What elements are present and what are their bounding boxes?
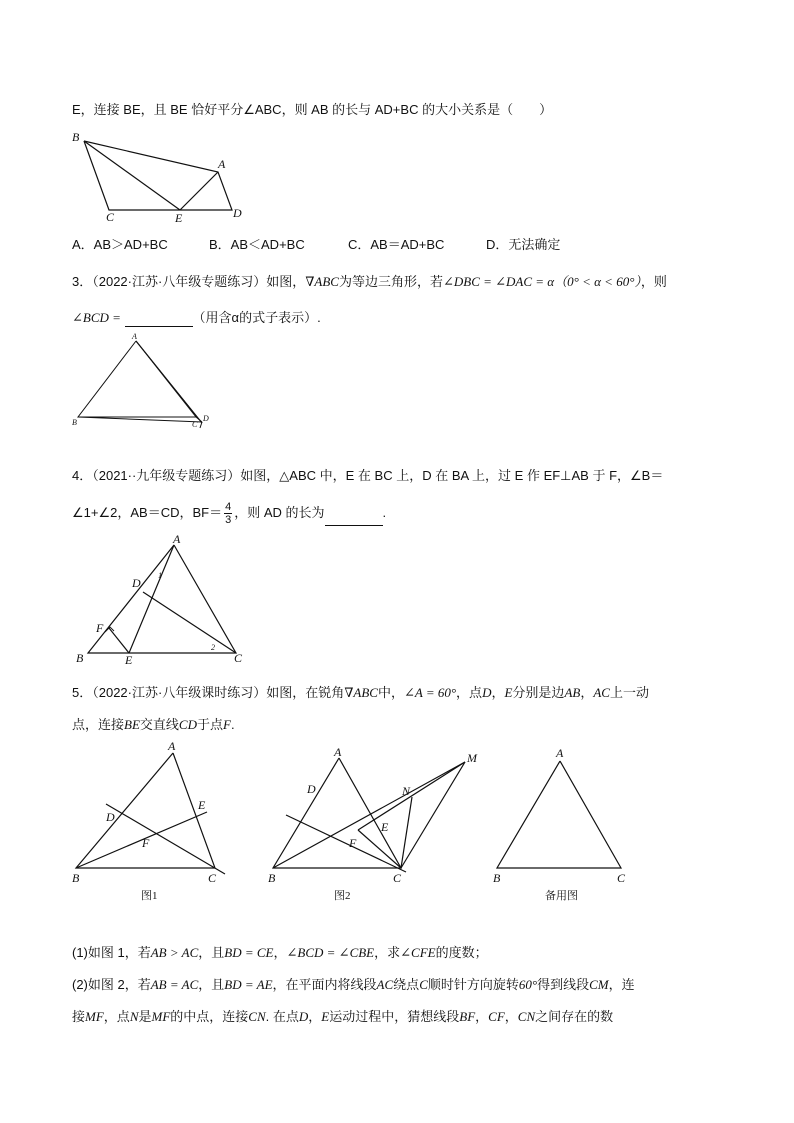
q5-triangle: ∇ABC — [344, 685, 378, 700]
q5-side-ab: AB — [564, 685, 581, 700]
q5-f3-label-c: C — [617, 871, 626, 885]
q5-sub2-g: ，点 — [103, 1009, 130, 1024]
q4-label-d: D — [132, 576, 141, 590]
q3-label-b: B — [72, 418, 77, 427]
q5-sub2-l2a: 接 — [72, 1009, 86, 1024]
q5-sub2-h: 是 — [138, 1009, 152, 1024]
q5-point-d: D — [482, 685, 492, 700]
q5-sub2-c9: MF — [151, 1009, 171, 1024]
q5-f2-label-c: C — [393, 871, 402, 885]
q4-label-a: A — [173, 532, 181, 546]
q5-angle: ∠A = 60° — [403, 685, 457, 700]
q5-text-b: ， — [491, 685, 505, 700]
q5-sub2-c14: CF — [488, 1009, 505, 1024]
q5-f2-label-f: F — [349, 836, 357, 850]
q5-sub1-b: ， — [273, 945, 287, 960]
q5-sub2-f: ，连 — [608, 977, 635, 992]
q5-sub2-m: ， — [475, 1009, 489, 1024]
q5-sub1-end: 的度数； — [435, 945, 488, 960]
q3-label-a: A — [132, 332, 137, 341]
q5-sub1-prefix: (1)如图 1，若 — [72, 945, 151, 960]
q5-sub1-c1: AB > AC — [150, 945, 199, 960]
q2-stem: E，连接 BE，且 BE 恰好平分∠ABC，则 AB 的长与 AD+BC 的大小关系是（ ） — [72, 102, 553, 117]
q5-f2-label-e: E — [381, 820, 389, 834]
q4-end: . — [382, 505, 387, 520]
q3-end: ，则 — [640, 274, 667, 289]
q5-l2-a: 点，连接 — [72, 717, 125, 732]
q5-l2-c: 于点 — [196, 717, 223, 732]
q5-sub2-c13: BF — [459, 1009, 476, 1024]
q3-mid: 为等边三角形，若 — [338, 274, 443, 289]
q5-sub2-line2 — [72, 1008, 613, 1026]
q2-option-d: D．无法确定 — [486, 237, 561, 252]
q5-f1-label-d: D — [106, 810, 115, 824]
q4-frac-den: 3 — [225, 514, 232, 527]
q5-sub2-a: ，且 — [198, 977, 225, 992]
q4-text-b: ，则 AD 的长为 — [234, 505, 325, 520]
q4-label-b: B — [76, 651, 84, 665]
q5-sub2-k: ， — [308, 1009, 322, 1024]
q5-f2-label-a: A — [334, 745, 342, 759]
q5-f1-label-b: B — [72, 871, 80, 885]
q5-point-f: F — [223, 717, 231, 732]
q5-side-ac: AC — [593, 685, 610, 700]
q2-label-c: C — [106, 210, 115, 224]
q3-condition: ∠DBC = ∠DAC = α（0° < α < 60°） — [442, 274, 641, 289]
q4-frac-num: 4 — [225, 501, 232, 514]
q5-sep: ， — [580, 685, 594, 700]
q2-label-a: A — [218, 157, 226, 171]
q5-point-e: E — [504, 685, 513, 700]
q5-sub2-c10: CN — [248, 1009, 266, 1024]
q4-label-e: E — [125, 653, 133, 667]
q5-f2-label-n: N — [402, 784, 411, 798]
q4-label-angle2: 2 — [211, 643, 215, 652]
q5-f1-label-c: C — [208, 871, 217, 885]
q5-sub2-n: ， — [504, 1009, 518, 1024]
q5-sub2-i: 的中点，连接 — [170, 1009, 249, 1024]
q4-label-c: C — [234, 651, 243, 665]
q5-fig2-caption: 图2 — [334, 890, 351, 902]
q5-sub2-j: . 在点 — [265, 1009, 299, 1024]
q5-l2-end: . — [230, 717, 235, 732]
q2-option-b: B．AB＜AD+BC — [209, 237, 305, 252]
q5-sub2-c: 绕点 — [393, 977, 420, 992]
q5-sub2-c15: CN — [517, 1009, 536, 1024]
q5-sub2-b: ，在平面内将线段 — [272, 977, 377, 992]
q5-f1-label-e: E — [198, 798, 206, 812]
q2-label-e: E — [175, 211, 183, 225]
q5-sub2-c5: 60° — [518, 977, 538, 992]
q5-sub2-c8: N — [129, 1009, 139, 1024]
q5-f3-label-a: A — [556, 746, 564, 760]
q5-f1-label-a: A — [168, 739, 176, 753]
q5-sub2-c3: AC — [376, 977, 394, 992]
q5-sub2-c2: BD = AE — [224, 977, 273, 992]
q5-f1-label-f: F — [142, 836, 150, 850]
q2-option-a: A．AB＞AD+BC — [72, 237, 168, 252]
q3-hint: （用含α的式子表示）. — [192, 310, 321, 325]
q5-sub2-c12: E — [321, 1009, 330, 1024]
q3-triangle: ∇ABC — [305, 274, 339, 289]
q5-sub2-l: 运动过程中，猜想线段 — [329, 1009, 460, 1024]
q4-label-angle1: 1 — [158, 571, 162, 580]
q2-label-b: B — [72, 130, 80, 144]
q5-fig1-caption: 图1 — [141, 890, 158, 902]
q4-line1: 4．（2021··九年级专题练习）如图，△ABC 中，E 在 BC 上，D 在 BA 上，过 E 作 EF⊥AB 于 F，∠B＝ — [72, 468, 664, 483]
q3-expression: ∠BCD = — [72, 310, 121, 325]
q5-sub2-e: 得到线段 — [537, 977, 590, 992]
q5-text-a: ，点 — [456, 685, 483, 700]
q5-sub1-c2: BD = CE — [224, 945, 274, 960]
q4-label-f: F — [96, 621, 104, 635]
q5-sub1-a: ，且 — [198, 945, 225, 960]
q5-sub2-d: 顺时针方向旋转 — [427, 977, 519, 992]
q5-sub2-c4: C — [419, 977, 428, 992]
q5-sub2-line1 — [72, 976, 635, 994]
q5-fig3-caption: 备用图 — [545, 890, 578, 902]
q5-sub2-c1: AB = AC — [150, 977, 199, 992]
q3-label-d: D — [203, 414, 209, 423]
q5-f2-label-m: M — [467, 751, 477, 765]
q2-option-c: C．AB＝AD+BC — [348, 237, 445, 252]
q2-label-d: D — [233, 206, 242, 220]
q5-f2-label-b: B — [268, 871, 276, 885]
q5-sub1-c4: ∠CFE — [400, 945, 436, 960]
q5-sub2-c11: D — [298, 1009, 309, 1024]
q5-sub1-c: ，求 — [374, 945, 401, 960]
q5-sub2-c6: CM — [589, 977, 609, 992]
q3-prefix: 3．（2022·江苏·八年级专题练习）如图， — [72, 274, 306, 289]
q5-f2-label-d: D — [307, 782, 316, 796]
q5-prefix: 5．（2022·江苏·八年级课时练习）如图，在锐角 — [72, 685, 345, 700]
q5-sub1 — [72, 944, 488, 962]
q5-sub1-c3: ∠BCD = ∠CBE — [286, 945, 375, 960]
q5-sub2-o: 之间存在的数 — [535, 1009, 614, 1024]
q3-label-c: C — [192, 420, 198, 429]
q5-seg-be: BE — [124, 717, 140, 732]
q5-text-c: 分别是边 — [512, 685, 565, 700]
q5-line-cd: CD — [178, 717, 197, 732]
q5-mid: 中， — [377, 685, 404, 700]
q5-sub2-c7: MF — [85, 1009, 104, 1024]
q5-f3-label-b: B — [493, 871, 501, 885]
q5-l2-b: 交直线 — [139, 717, 179, 732]
q5-line1-end: 上一动 — [609, 685, 649, 700]
q5-sub2-prefix: (2)如图 2，若 — [72, 977, 151, 992]
q4-text-a: ∠1+∠2，AB＝CD，BF＝ — [72, 505, 223, 520]
